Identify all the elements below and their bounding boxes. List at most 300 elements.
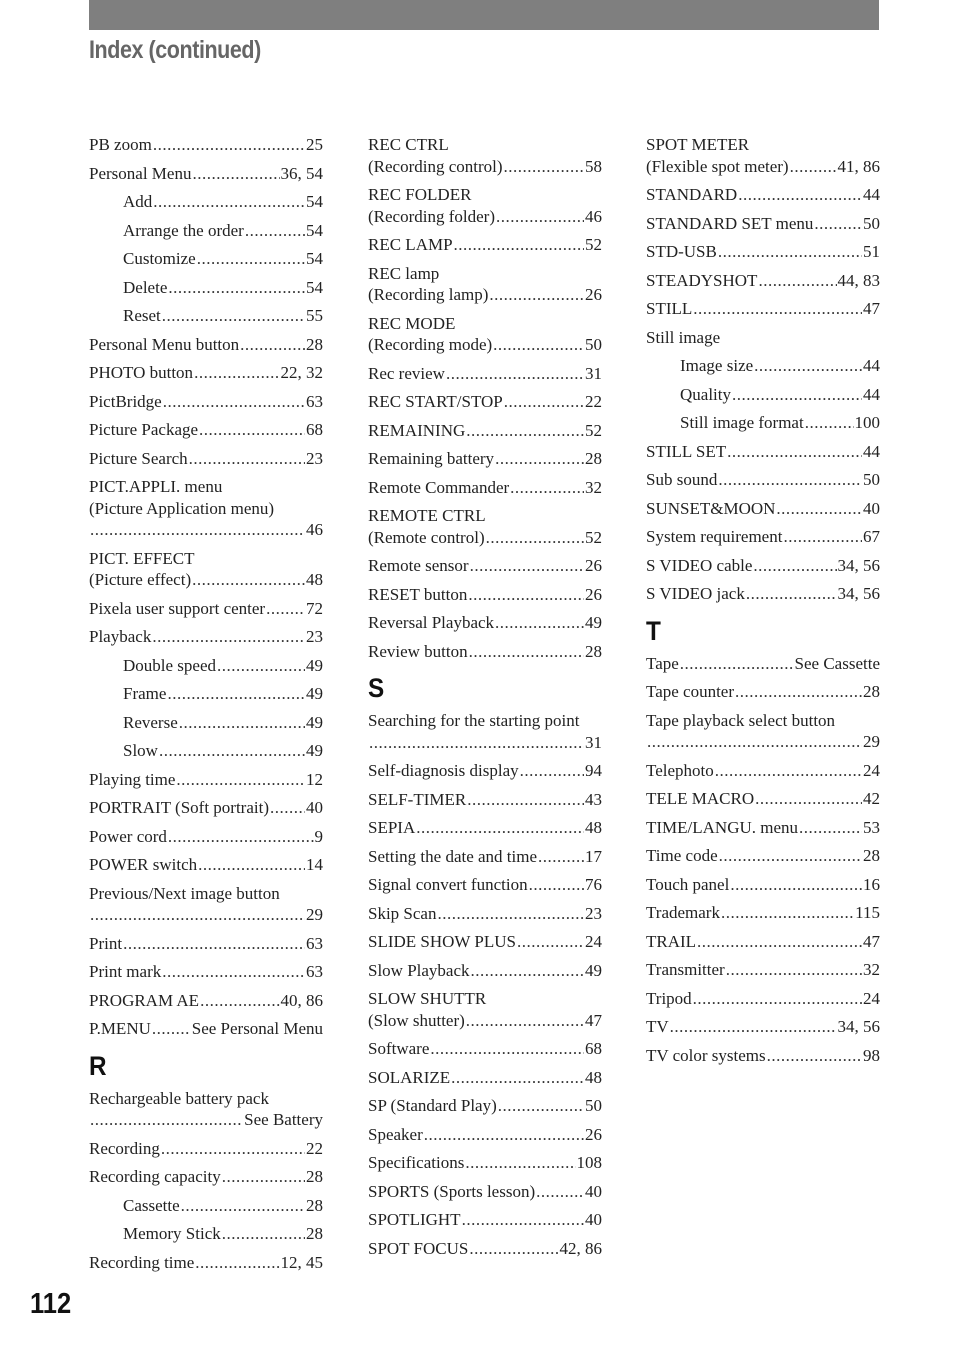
page-ref: 12, 45 [280, 1252, 323, 1272]
entry-term: Setting the date and time [368, 846, 538, 866]
entry-label: SLOW SHUTTR [368, 989, 487, 1008]
entry-term: SUNSET&MOON [646, 498, 776, 518]
entry-term: P.MENU [89, 1019, 151, 1038]
page-ref: 26 [585, 285, 602, 304]
entry-term: Tape [646, 653, 679, 673]
section-letter: R [89, 1050, 107, 1081]
dot-leader [198, 854, 305, 876]
dot-leader [697, 931, 862, 953]
entry-line [89, 334, 323, 356]
entry-label: REC MODE [368, 313, 456, 333]
page-ref: 31 [585, 732, 602, 752]
page-ref: 28 [863, 846, 880, 865]
dot-leader [194, 362, 279, 384]
dot-leader [529, 874, 584, 896]
page-number: 112 [30, 1288, 72, 1320]
page-ref: 34, 56 [837, 584, 880, 603]
dot-leader [192, 569, 305, 591]
page-ref: 16 [863, 874, 880, 894]
index-entry [89, 1252, 323, 1274]
index-entry [646, 583, 880, 605]
index-entry [646, 441, 880, 463]
entry-line [646, 241, 880, 263]
page-ref: 32 [863, 960, 880, 979]
dot-leader [437, 903, 584, 925]
entry-line [368, 1238, 602, 1260]
dot-leader [424, 1124, 584, 1146]
index-entry [646, 788, 880, 810]
page-ref: 9 [314, 826, 323, 846]
index-entry [646, 327, 880, 349]
entry-term: Cassette [123, 1195, 180, 1215]
page-ref: 108 [576, 1153, 602, 1172]
entry-term: SP (Standard Play) [368, 1096, 497, 1115]
page-ref: 28 [863, 682, 880, 701]
page-ref: 40 [585, 1181, 602, 1201]
page-ref: 63 [306, 933, 323, 953]
index-entry [646, 817, 880, 839]
index-entry [646, 874, 880, 896]
index-entry [646, 213, 880, 235]
dot-leader [199, 419, 305, 441]
index-subentry [89, 683, 323, 705]
dot-leader [200, 990, 279, 1012]
entry-line [368, 903, 602, 925]
index-entry [646, 498, 880, 520]
entry-term: Remote Commander [368, 477, 510, 497]
page-ref: 24 [585, 932, 602, 951]
entry-term: (Picture effect) [89, 570, 192, 589]
dot-leader [446, 363, 584, 385]
dot-leader [189, 448, 305, 470]
entry-term: Pixela user support center [89, 598, 266, 618]
index-entry [89, 134, 323, 156]
entry-line [89, 391, 323, 413]
entry-line [680, 384, 880, 406]
dot-leader [495, 448, 584, 470]
index-entry [89, 961, 323, 983]
dot-leader [416, 817, 584, 839]
index-entry [368, 1209, 602, 1231]
entry-line [89, 519, 323, 541]
entry-label: PICT.APPLI. menu [89, 477, 223, 496]
dot-leader [670, 1016, 837, 1038]
entry-term: Arrange the order [123, 220, 244, 240]
dot-leader [727, 441, 862, 463]
dot-leader [721, 902, 854, 924]
entry-line [89, 163, 323, 185]
page-ref: 98 [863, 1045, 880, 1065]
index-entry [89, 548, 323, 591]
entry-line [89, 598, 323, 620]
entry-line [680, 412, 880, 434]
entry-line [89, 626, 323, 648]
dot-leader [538, 846, 584, 868]
entry-line [123, 1223, 323, 1245]
dot-leader [680, 653, 794, 675]
entry-line [89, 826, 323, 848]
dot-leader [161, 1138, 305, 1160]
page-ref: 53 [863, 817, 880, 837]
index-subentry [89, 1195, 323, 1217]
index-entry [646, 1016, 880, 1038]
index-subentry [89, 740, 323, 762]
entry-term: STILL SET [646, 441, 727, 461]
index-entry [368, 391, 602, 413]
dot-leader [162, 305, 305, 327]
dot-leader [738, 184, 862, 206]
entry-term: (Recording folder) [368, 206, 495, 226]
entry-line [89, 134, 323, 156]
entry-line [368, 1181, 602, 1203]
index-entry [89, 1088, 323, 1131]
entry-label: PICT. EFFECT [89, 548, 195, 568]
dot-leader [430, 1038, 584, 1060]
entry-term: PROGRAM AE [89, 990, 200, 1010]
dot-leader [735, 681, 862, 703]
entry-line [368, 612, 602, 634]
dot-leader [489, 284, 584, 306]
entry-line [646, 156, 880, 178]
dot-leader [504, 156, 584, 178]
entry-term: Software [368, 1039, 430, 1058]
entry-term: Quality [680, 384, 731, 404]
entry-term: REC LAMP [368, 235, 453, 254]
entry-line [646, 184, 880, 206]
page-ref: 17 [585, 846, 602, 866]
dot-leader [181, 1195, 305, 1217]
page-ref: 28 [306, 334, 323, 354]
entry-line [123, 220, 323, 242]
dot-leader [222, 1223, 305, 1245]
entry-line [368, 1209, 602, 1231]
entry-line [646, 845, 880, 867]
entry-line [368, 817, 602, 839]
index-entry [89, 598, 323, 620]
entry-term: S VIDEO jack [646, 584, 745, 603]
page-ref: 48 [585, 1067, 602, 1087]
entry-line [89, 1252, 323, 1274]
page-ref: 68 [585, 1039, 602, 1058]
entry-line [646, 270, 880, 292]
index-entry [368, 134, 602, 177]
page-ref: 54 [306, 249, 323, 268]
dot-leader [90, 1109, 243, 1131]
entry-term: Speaker [368, 1124, 423, 1144]
entry-term: Memory Stick [123, 1224, 221, 1243]
page-ref: 76 [585, 875, 602, 894]
index-entry [89, 419, 323, 441]
entry-term: Sub sound [646, 470, 718, 489]
index-entry [89, 362, 323, 384]
entry-term: TV [646, 1017, 669, 1036]
entry-label: REC FOLDER [368, 185, 472, 204]
entry-label: REC CTRL [368, 135, 449, 154]
entry-line [89, 990, 323, 1012]
page-ref: 22, 32 [280, 363, 323, 382]
entry-term: Reversal Playback [368, 613, 495, 632]
entry-term: Tripod [646, 988, 692, 1008]
index-entry [368, 641, 602, 663]
dot-leader [469, 1238, 558, 1260]
page-ref: 44 [863, 185, 880, 204]
page-ref: See Battery [244, 1110, 323, 1129]
dot-leader [451, 1067, 584, 1089]
page-ref: 28 [306, 1195, 323, 1215]
index-subentry [89, 277, 323, 299]
dot-leader [805, 412, 854, 434]
entry-line [368, 1095, 602, 1117]
dot-leader [245, 220, 305, 242]
page-ref: 49 [306, 741, 323, 760]
page-ref: 52 [585, 527, 602, 547]
entry-term: Frame [123, 684, 167, 703]
page-ref: 49 [306, 655, 323, 675]
entry-line [368, 448, 602, 470]
dot-leader [369, 732, 584, 754]
page-ref: 40 [306, 798, 323, 817]
entry-term: Signal convert function [368, 875, 528, 894]
index-subentry [646, 384, 880, 406]
page-ref: 50 [585, 1096, 602, 1115]
page-ref: 22 [306, 1138, 323, 1158]
page-ref: 29 [306, 905, 323, 924]
index-entry [368, 1181, 602, 1203]
dot-leader [493, 334, 584, 356]
index-entry [646, 134, 880, 177]
index-entry [646, 760, 880, 782]
dot-leader [217, 655, 305, 677]
index-subentry [89, 248, 323, 270]
entry-term: TRAIL [646, 931, 697, 951]
index-entry [89, 448, 323, 470]
entry-line [646, 988, 880, 1010]
entry-label: Searching for the starting point [368, 711, 580, 730]
entry-line [123, 191, 323, 213]
entry-line [89, 904, 323, 926]
entry-label: Rechargeable battery pack [89, 1088, 269, 1108]
index-subentry [89, 191, 323, 213]
dot-leader [776, 498, 862, 520]
entry-term: SLIDE SHOW PLUS [368, 932, 516, 951]
entry-line [123, 683, 323, 705]
index-entry [368, 817, 602, 839]
entry-line [89, 797, 323, 819]
index-entry [646, 298, 880, 320]
page-ref: 44 [863, 384, 880, 404]
entry-term: PORTRAIT (Soft portrait) [89, 798, 269, 817]
dot-leader [495, 612, 584, 634]
entry-line [646, 1045, 880, 1067]
dot-leader [266, 598, 305, 620]
index-entry [368, 184, 602, 227]
dot-leader [517, 931, 584, 953]
index-entry [368, 789, 602, 811]
entry-line [89, 1109, 323, 1131]
page-ref: 47 [863, 931, 880, 951]
entry-term: Slow [123, 741, 158, 760]
dot-leader [730, 874, 862, 896]
entry-term: SOLARIZE [368, 1067, 451, 1087]
index-column-1 [89, 134, 323, 1280]
dot-leader [159, 740, 305, 762]
entry-term: PHOTO button [89, 363, 194, 382]
index-entry [368, 1124, 602, 1146]
entry-term: Remaining battery [368, 449, 495, 468]
index-entry [89, 769, 323, 791]
index-column-2 [368, 134, 602, 1266]
entry-line [680, 355, 880, 377]
entry-term: SPOT FOCUS [368, 1238, 469, 1258]
entry-line [646, 653, 880, 675]
entry-term: SPOTLIGHT [368, 1210, 461, 1229]
entry-term: Skip Scan [368, 903, 437, 923]
entry-term: Tape counter [646, 682, 735, 701]
dot-leader [693, 988, 862, 1010]
dot-leader [732, 384, 862, 406]
index-entry [368, 710, 602, 753]
entry-term: (Recording lamp) [368, 285, 489, 304]
entry-term: Recording [89, 1138, 160, 1158]
entry-term: STEADYSHOT [646, 270, 758, 290]
entry-line [368, 874, 602, 896]
index-entry [89, 933, 323, 955]
dot-leader [240, 334, 305, 356]
entry-term: Delete [123, 277, 168, 297]
entry-line [89, 961, 323, 983]
dot-leader [467, 789, 584, 811]
entry-line [368, 789, 602, 811]
dot-leader [510, 477, 584, 499]
entry-line [646, 731, 880, 753]
index-subentry [89, 712, 323, 734]
index-entry [368, 1152, 602, 1174]
entry-line [646, 760, 880, 782]
page-ref: 54 [306, 277, 323, 297]
page-ref: 40, 86 [280, 990, 323, 1010]
index-entry [368, 931, 602, 953]
entry-term: Recording time [89, 1252, 195, 1272]
page-ref: 72 [306, 598, 323, 618]
index-entry [368, 903, 602, 925]
dot-leader [520, 760, 584, 782]
page-ref: 46 [585, 206, 602, 226]
entry-term: Picture Search [89, 448, 188, 468]
entry-line [123, 712, 323, 734]
page-ref: 46 [306, 520, 323, 539]
entry-term: SEPIA [368, 818, 416, 837]
dot-leader [536, 1181, 584, 1203]
index-entry [89, 883, 323, 926]
entry-line [89, 933, 323, 955]
index-entry [368, 555, 602, 577]
page-ref: 29 [863, 732, 880, 751]
entry-line [89, 569, 323, 591]
entry-term: POWER switch [89, 855, 198, 874]
page-ref: 34, 56 [837, 555, 880, 575]
entry-term: S VIDEO cable [646, 555, 753, 575]
dot-leader [726, 959, 862, 981]
dot-leader [176, 769, 305, 791]
entry-line [368, 732, 602, 754]
page-title: Index (continued) [89, 36, 261, 64]
entry-term: Power cord [89, 826, 167, 846]
index-entry [646, 270, 880, 292]
dot-leader [167, 683, 305, 705]
index-entry [368, 263, 602, 306]
dot-leader [719, 845, 862, 867]
index-entry [89, 163, 323, 185]
index-entry [646, 184, 880, 206]
index-entry [646, 902, 880, 924]
entry-line [646, 213, 880, 235]
entry-line [368, 527, 602, 549]
dot-leader [470, 555, 584, 577]
entry-label: REC lamp [368, 263, 440, 283]
entry-label: Previous/Next image button [89, 883, 280, 903]
dot-leader [197, 248, 305, 270]
page-ref: 43 [585, 789, 602, 809]
dot-leader [799, 817, 862, 839]
entry-term: Customize [123, 249, 196, 268]
page-ref: 67 [863, 527, 880, 546]
page-ref: 54 [306, 220, 323, 240]
entry-term: STILL [646, 299, 693, 318]
entry-line [646, 788, 880, 810]
dot-leader [195, 1252, 279, 1274]
page-ref: 63 [306, 962, 323, 981]
index-entry [368, 420, 602, 442]
index-entry [89, 854, 323, 876]
entry-line [123, 248, 323, 270]
entry-line [646, 931, 880, 953]
page-ref: 55 [306, 306, 323, 325]
entry-line [123, 305, 323, 327]
entry-line [368, 1152, 602, 1174]
dot-leader [163, 391, 305, 413]
entry-term: Personal Menu [89, 163, 192, 183]
dot-leader [718, 469, 862, 491]
dot-leader [498, 1095, 584, 1117]
entry-term: TELE MACRO [646, 789, 755, 808]
page-ref: 48 [585, 818, 602, 837]
dot-leader [753, 555, 836, 577]
page-ref: 52 [585, 420, 602, 440]
page-ref: 47 [863, 299, 880, 318]
dot-leader [152, 626, 305, 648]
page-ref: 40 [585, 1210, 602, 1229]
page-ref: 28 [306, 1167, 323, 1186]
index-entry [89, 476, 323, 541]
entry-term: Reverse [123, 712, 178, 732]
entry-line [646, 555, 880, 577]
dot-leader [790, 156, 837, 178]
index-entry [646, 469, 880, 491]
index-entry [89, 826, 323, 848]
entry-line [368, 1038, 602, 1060]
page-ref: 25 [306, 135, 323, 154]
index-entry [368, 988, 602, 1031]
entry-line [646, 902, 880, 924]
page-ref: 28 [585, 641, 602, 661]
page-ref: 31 [585, 363, 602, 383]
entry-term: Transmitter [646, 960, 725, 979]
index-entry [89, 990, 323, 1012]
index-entry [89, 1138, 323, 1160]
page-ref: 52 [585, 235, 602, 254]
page-ref: 49 [585, 613, 602, 632]
header-bar [89, 0, 879, 30]
